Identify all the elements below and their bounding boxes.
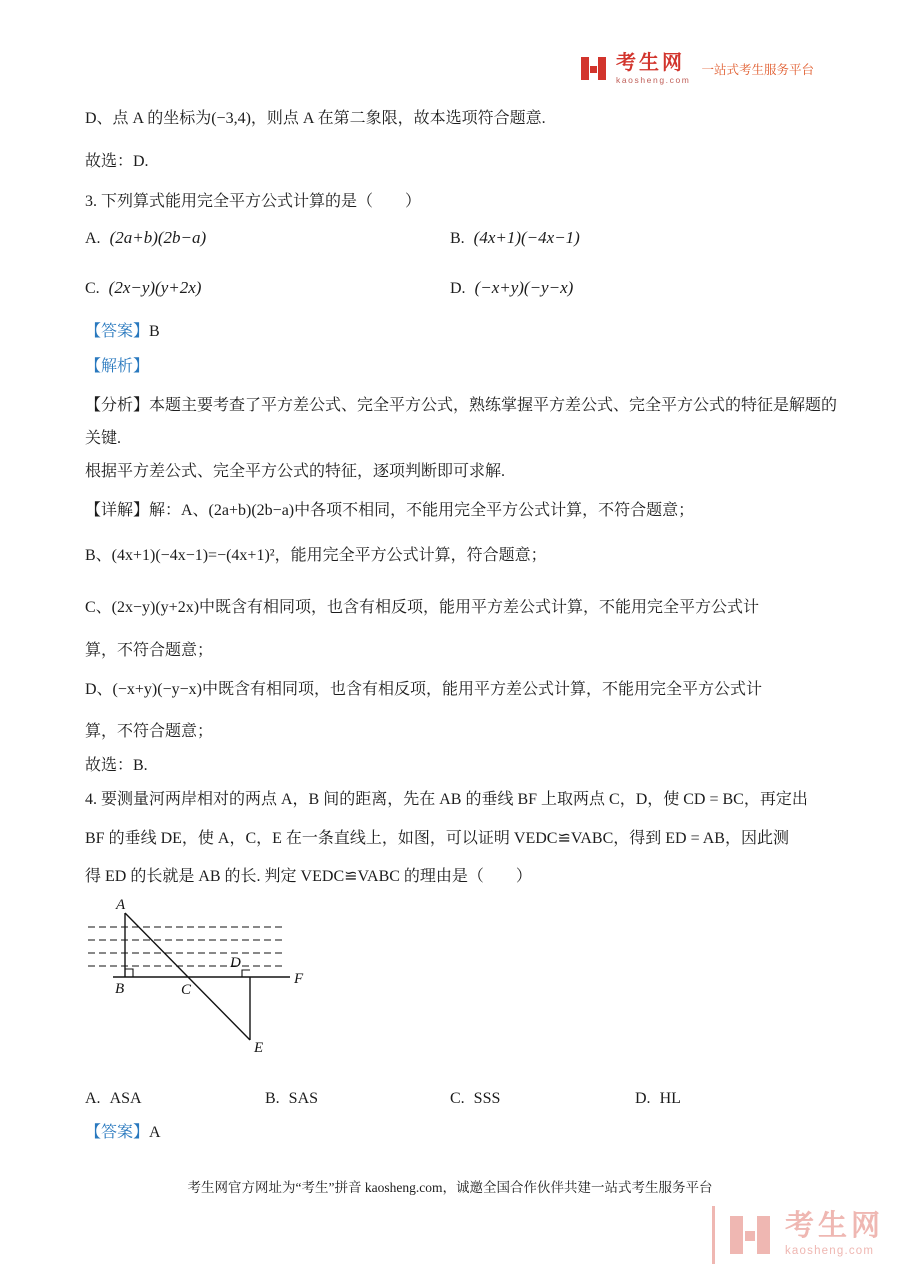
option-label: A. <box>85 230 101 247</box>
genju-line: 根据平方差公式、完全平方公式的特征，逐项判断即可求解. <box>85 463 506 480</box>
figure-label-f: F <box>294 971 304 987</box>
watermark-domain: kaosheng.com <box>784 1245 875 1258</box>
footer-notice: 考生网官方网址为“考生”拼音 kaosheng.com，诚邀全国合作伙伴共建一站式考生服务平台 <box>187 1180 713 1195</box>
answer-tag: 【答案】 <box>85 323 150 340</box>
option-label: D. <box>635 1090 651 1107</box>
jiexi-tag: 【解析】 <box>85 358 150 375</box>
q3-answer-value: B <box>149 323 160 340</box>
watermark-divider <box>712 1206 715 1264</box>
kaosheng-logo-icon <box>580 55 607 82</box>
option-formula: (2x−y)(y+2x) <box>108 278 202 297</box>
option-text: ASA <box>109 1090 142 1107</box>
watermark-bar-middle <box>745 1231 755 1241</box>
q3-option-c <box>85 276 201 300</box>
paragraph-choose-b: 故选：B. <box>85 757 148 774</box>
logo-bar-right <box>598 57 606 80</box>
watermark-bar-right <box>757 1216 770 1254</box>
q4-option-c <box>450 1087 500 1110</box>
option-label: A. <box>85 1090 101 1107</box>
question-3-stem: 3. 下列算式能用完全平方公式计算的是（ ） <box>85 193 422 210</box>
fenxi-line-2: 关键. <box>85 430 122 447</box>
q3-answer-line <box>85 320 160 343</box>
q4-option-b <box>265 1087 318 1110</box>
option-formula: (2a+b)(2b−a) <box>109 228 207 247</box>
paragraph-choose-d: 故选：D. <box>85 153 149 170</box>
xiangjie-option-d-line2: 算，不符合题意； <box>85 723 214 740</box>
right-angle-mark-d <box>242 970 250 977</box>
xiangjie-option-c-line2: 算，不符合题意； <box>85 642 214 659</box>
option-label: C. <box>85 280 100 297</box>
brand-text-block <box>616 53 690 85</box>
option-text: SAS <box>288 1090 319 1107</box>
figure-label-e: E <box>254 1040 264 1056</box>
figure-label-b: B <box>115 981 125 997</box>
brand-domain: kaosheng.com <box>616 75 691 85</box>
fenxi-line-1: 【分析】本题主要考查了平方差公式、完全平方公式，熟练掌握平方差公式、完全平方公式的特征是解题的 <box>85 397 838 414</box>
figure-label-d: D <box>230 955 241 971</box>
q4-option-d <box>635 1087 681 1110</box>
option-text: SSS <box>473 1090 501 1107</box>
question-4-line-1: 4. 要测量河两岸相对的两点 A，B 间的距离，先在 AB 的垂线 BF 上取两点 C，D，使 CD = BC，再定出 <box>85 791 808 808</box>
watermark-brand <box>712 1206 884 1264</box>
xiangjie-option-c-line1: C、(2x−y)(y+2x)中既含有相同项，也含有相反项，能用平方差公式计算，不能用完全平方公式计 <box>85 599 760 616</box>
q4-option-a <box>85 1087 142 1110</box>
option-label: B. <box>265 1090 280 1107</box>
analysis-tag-line <box>85 355 149 378</box>
question-4-line-3: 得 ED 的长就是 AB 的长. 判定 VEDC≌VABC 的理由是（ ） <box>85 868 532 885</box>
kaosheng-watermark-icon <box>728 1213 772 1257</box>
header-brand <box>580 53 814 85</box>
option-label: C. <box>450 1090 465 1107</box>
q3-option-d <box>450 276 573 300</box>
question-4-line-2: BF 的垂线 DE，使 A，C，E 在一条直线上，如图，可以证明 VEDC≌VABC，得到 ED = AB，因此测 <box>85 830 789 847</box>
xiangjie-option-a: 【详解】解：A、(2a+b)(2b−a)中各项不相同，不能用完全平方公式计算，不符合题意； <box>85 502 695 519</box>
option-formula: (−x+y)(−y−x) <box>474 278 574 297</box>
option-label: B. <box>450 230 465 247</box>
watermark-name: 考生网 <box>784 1210 884 1243</box>
option-formula: (4x+1)(−4x−1) <box>473 228 580 247</box>
xiangjie-option-d-line1: D、(−x+y)(−y−x)中既含有相同项，也含有相反项，能用平方差公式计算，不能用完全平方公式计 <box>85 681 762 698</box>
brand-tagline: 一站式考生服务平台 <box>701 62 814 77</box>
geometry-figure <box>85 897 320 1069</box>
q4-answer-line <box>85 1121 161 1144</box>
q3-option-a <box>85 226 206 250</box>
q3-option-b <box>450 226 580 250</box>
option-label: D. <box>450 280 466 297</box>
right-angle-mark-b <box>125 969 133 977</box>
logo-bar-left <box>581 57 589 80</box>
option-text: HL <box>659 1090 681 1107</box>
watermark-text-block <box>785 1212 884 1258</box>
watermark-bar-left <box>730 1216 743 1254</box>
q4-answer-value: A <box>149 1124 161 1141</box>
logo-bar-middle <box>590 66 597 73</box>
figure-label-c: C <box>181 982 192 998</box>
paragraph-option-d-analysis: D、点 A 的坐标为(−3,4)，则点 A 在第二象限，故本选项符合题意. <box>85 110 546 127</box>
brand-name: 考生网 <box>616 52 685 74</box>
xiangjie-option-b: B、(4x+1)(−4x−1)=−(4x+1)²，能用完全平方公式计算，符合题意； <box>85 547 547 564</box>
figure-label-a: A <box>116 897 126 913</box>
answer-tag: 【答案】 <box>85 1124 150 1141</box>
